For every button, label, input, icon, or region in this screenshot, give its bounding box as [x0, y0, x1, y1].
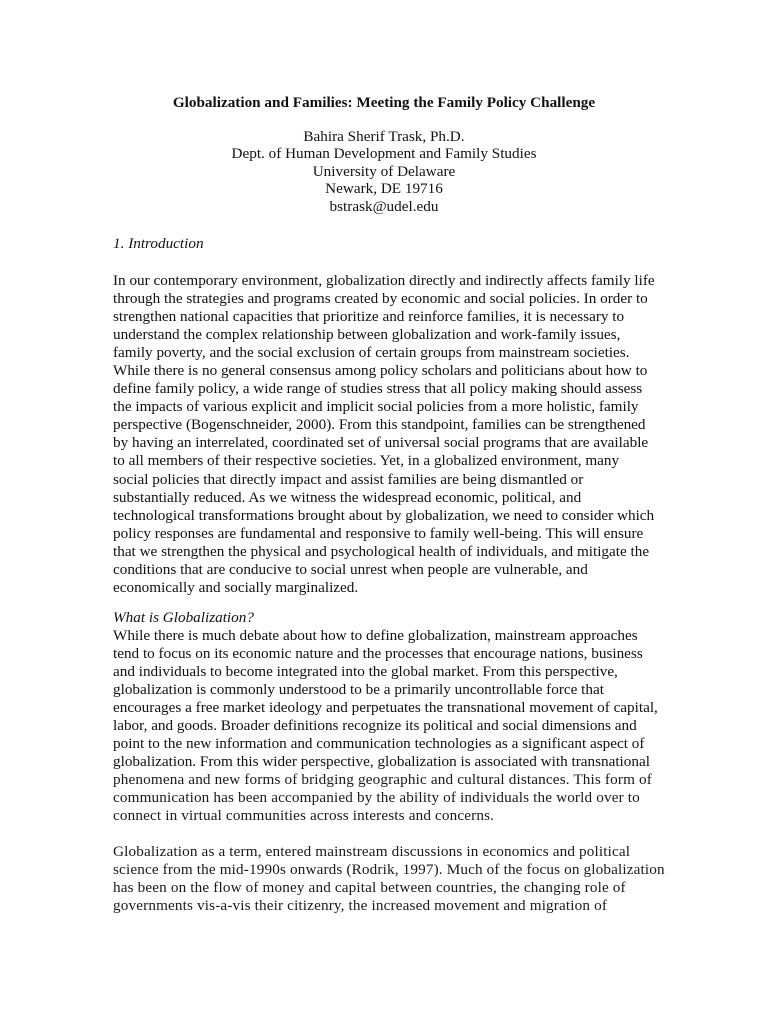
globalization-paragraph: [113, 627, 673, 826]
author-name: Bahira Sherif Trask, Ph.D.: [303, 128, 465, 145]
paragraph-line: and individuals to become integrated into the global market. From this perspective,: [113, 663, 618, 681]
paragraph-line: policy responses are fundamental and responsive to family well-being. This will ensure: [113, 524, 644, 542]
paragraph-line: social policies that directly impact and assist families are being dismantled or: [113, 470, 584, 488]
paragraph-line: While there is no general consensus among policy scholars and politicians about how to: [113, 362, 648, 380]
section-heading-introduction: 1. Introduction: [113, 235, 204, 252]
paragraph-line: science from the mid-1990s onwards (Rodrik, 1997). Much of the focus on globalization: [113, 861, 665, 879]
paragraph-line: conditions that are conducive to social unrest when people are vulnerable, and: [113, 560, 588, 578]
paragraph-line: globalization is commonly understood to be a primarily uncontrollable force that: [113, 681, 604, 699]
paragraph-line: encourages a free market ideology and perpetuates the transnational movement of capital,: [113, 699, 658, 717]
paragraph-line: that we strengthen the physical and psychological health of individuals, and mitigate the: [113, 542, 650, 560]
paragraph-line: understand the complex relationship between globalization and work-family issues,: [113, 326, 621, 344]
paragraph-line: strengthen national capacities that prioritize and reinforce families, it is necessary to: [113, 308, 625, 326]
paragraph-line: labor, and goods. Broader definitions recognize its political and social dimensions and: [113, 717, 637, 735]
term-paragraph: [113, 843, 673, 915]
paragraph-line: governments vis-a-vis their citizenry, the increased movement and migration of: [113, 897, 608, 915]
paragraph-line: to all members of their respective societies. Yet, in a globalized environment, many: [113, 452, 620, 470]
paragraph-line: While there is much debate about how to define globalization, mainstream approaches: [113, 627, 638, 644]
paragraph-line: point to the new information and communication technologies as a significant aspect of: [113, 735, 645, 753]
paragraph-line: family poverty, and the social exclusion of certain groups from mainstream societies.: [113, 344, 630, 362]
paragraph-line: In our contemporary environment, globalization directly and indirectly affects family life: [113, 272, 655, 289]
paragraph-line: has been on the flow of money and capital between countries, the changing role of: [113, 879, 626, 897]
paragraph-line: globalization. From this wider perspective, globalization is associated with transnational: [113, 753, 650, 771]
paragraph-line: phenomena and new forms of bridging geographic and cultural distances. This form of: [113, 771, 652, 789]
paragraph-line: technological transformations brought about by globalization, we need to consider which: [113, 506, 655, 524]
paragraph-line: substantially reduced. As we witness the widespread economic, political, and: [113, 488, 582, 506]
subheading-what-is-globalization: What is Globalization?: [113, 609, 254, 626]
paragraph-line: Globalization as a term, entered mainstream discussions in economics and political: [113, 843, 631, 860]
paragraph-line: through the strategies and programs created by economic and social policies. In order to: [113, 290, 648, 308]
author-block: [0, 128, 768, 215]
paragraph-line: tend to focus on its economic nature and the processes that encourage nations, business: [113, 645, 643, 663]
intro-paragraph: [113, 272, 673, 597]
document-title: Globalization and Families: Meeting the Family Policy Challenge: [172, 94, 596, 111]
author-email[interactable]: bstrask@udel.edu: [329, 197, 439, 215]
paragraph-line: connect in virtual communities across interests and concerns.: [113, 807, 495, 825]
paragraph-line: the impacts of various explicit and implicit social policies from a more holistic, family: [113, 398, 639, 416]
author-university: University of Delaware: [312, 162, 456, 180]
paragraph-line: economically and socially marginalized.: [113, 578, 359, 596]
paragraph-line: communication has been accompanied by the ability of individuals the world over to: [113, 789, 640, 807]
author-department: Dept. of Human Development and Family Studies: [231, 145, 537, 163]
paragraph-line: by having an interrelated, coordinated set of universal social programs that are available: [113, 434, 649, 452]
author-location: Newark, DE 19716: [325, 180, 443, 198]
paragraph-line: define family policy, a wide range of studies stress that all policy making should assess: [113, 380, 643, 398]
paragraph-line: perspective (Bogenschneider, 2000). From this standpoint, families can be strengthened: [113, 416, 646, 434]
